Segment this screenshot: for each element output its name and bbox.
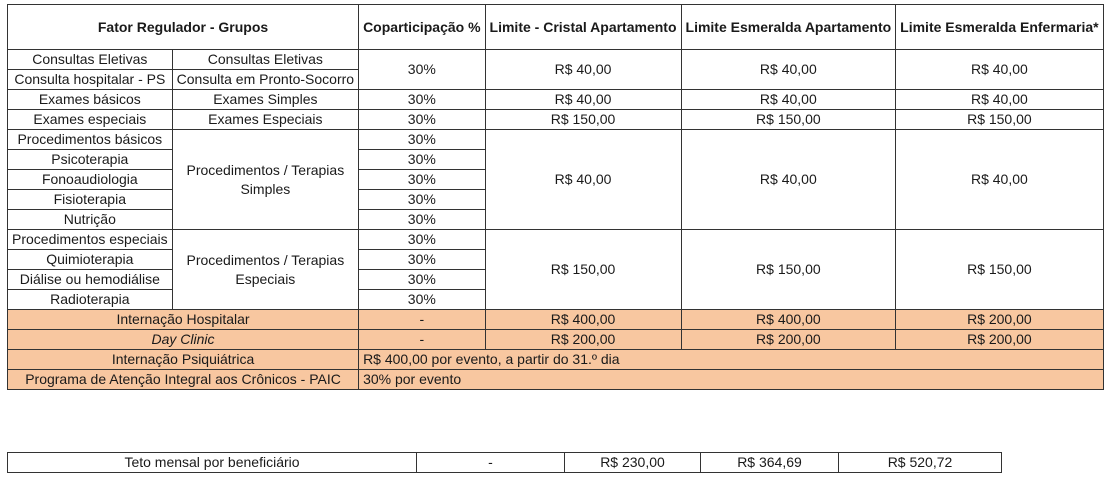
table-row [8, 110, 1104, 130]
fator-cell: Fonoaudiologia [8, 170, 173, 190]
psiquiatrica-value: R$ 400,00 por evento, a partir do 31.º dia [359, 350, 1104, 370]
fator-cell: Procedimentos especiais [8, 230, 173, 250]
header-esmeralda-apt: Limite Esmeralda Apartamento [681, 5, 896, 50]
teto-label: Teto mensal por beneficiário [8, 453, 417, 473]
copart-cell: 30% [359, 210, 485, 230]
esm-apt-cell: R$ 40,00 [681, 50, 896, 90]
teto-esm-apt: R$ 364,69 [701, 453, 839, 473]
fator-cell: Quimioterapia [8, 250, 173, 270]
internacao-label: Internação Hospitalar [8, 310, 359, 330]
cristal-cell: R$ 150,00 [485, 230, 681, 310]
fator-cell: Consultas Eletivas [8, 50, 173, 70]
coparticipation-table [7, 4, 1104, 390]
coparticipation-table-container [7, 4, 1104, 390]
copart-cell: 30% [359, 170, 485, 190]
paic-value: 30% por evento [359, 370, 1104, 390]
esm-apt-cell: R$ 400,00 [681, 310, 896, 330]
copart-cell: 30% [359, 130, 485, 150]
fator-cell: Nutrição [8, 210, 173, 230]
grupo-cell: Procedimentos / Terapias Simples [172, 130, 358, 230]
table-row [8, 90, 1104, 110]
teto-row [8, 453, 1002, 473]
esm-enf-cell: R$ 40,00 [896, 130, 1103, 230]
grupo-cell: Exames Simples [172, 90, 358, 110]
copart-cell: 30% [359, 110, 485, 130]
teto-cristal: R$ 230,00 [565, 453, 701, 473]
table-row-paic [8, 370, 1104, 390]
grupo-cell: Consultas Eletivas [172, 50, 358, 70]
esm-enf-cell: R$ 150,00 [896, 230, 1103, 310]
day-clinic-label: Day Clinic [8, 330, 359, 350]
copart-cell: 30% [359, 190, 485, 210]
psiquiatrica-label: Internação Psiquiátrica [8, 350, 359, 370]
cristal-cell: R$ 40,00 [485, 130, 681, 230]
header-group: Fator Regulador - Grupos [8, 5, 359, 50]
fator-cell: Exames básicos [8, 90, 173, 110]
header-row [8, 5, 1104, 50]
table-row [8, 130, 1104, 150]
esm-apt-cell: R$ 150,00 [681, 230, 896, 310]
esm-enf-cell: R$ 200,00 [896, 310, 1103, 330]
esm-enf-cell: R$ 40,00 [896, 50, 1103, 90]
esm-enf-cell: R$ 40,00 [896, 90, 1103, 110]
esm-apt-cell: R$ 40,00 [681, 90, 896, 110]
teto-copart: - [417, 453, 565, 473]
esm-enf-cell: R$ 200,00 [896, 330, 1103, 350]
copart-cell: 30% [359, 290, 485, 310]
paic-label: Programa de Atenção Integral aos Crônicos - PAIC [8, 370, 359, 390]
fator-cell: Exames especiais [8, 110, 173, 130]
esm-apt-cell: R$ 200,00 [681, 330, 896, 350]
copart-cell: - [359, 310, 485, 330]
copart-cell: - [359, 330, 485, 350]
cristal-cell: R$ 200,00 [485, 330, 681, 350]
header-copart: Coparticipação % [359, 5, 485, 50]
teto-esm-enf: R$ 520,72 [839, 453, 1002, 473]
header-cristal: Limite - Cristal Apartamento [485, 5, 681, 50]
grupo-cell: Exames Especiais [172, 110, 358, 130]
header-esmeralda-enf: Limite Esmeralda Enfermaria* [896, 5, 1103, 50]
esm-enf-cell: R$ 150,00 [896, 110, 1103, 130]
table-row-day-clinic [8, 330, 1104, 350]
copart-cell: 30% [359, 230, 485, 250]
teto-table [7, 452, 1002, 473]
cristal-cell: R$ 40,00 [485, 90, 681, 110]
fator-cell: Radioterapia [8, 290, 173, 310]
fator-cell: Diálise ou hemodiálise [8, 270, 173, 290]
cristal-cell: R$ 400,00 [485, 310, 681, 330]
esm-apt-cell: R$ 150,00 [681, 110, 896, 130]
esm-apt-cell: R$ 40,00 [681, 130, 896, 230]
table-row [8, 50, 1104, 70]
fator-cell: Procedimentos básicos [8, 130, 173, 150]
cristal-cell: R$ 150,00 [485, 110, 681, 130]
fator-cell: Psicoterapia [8, 150, 173, 170]
table-row-internacao [8, 310, 1104, 330]
teto-table-container [7, 452, 1002, 473]
copart-cell: 30% [359, 50, 485, 90]
copart-cell: 30% [359, 150, 485, 170]
table-row-psiquiatrica [8, 350, 1104, 370]
copart-cell: 30% [359, 90, 485, 110]
copart-cell: 30% [359, 250, 485, 270]
cristal-cell: R$ 40,00 [485, 50, 681, 90]
grupo-cell: Consulta em Pronto-Socorro [172, 70, 358, 90]
fator-cell: Fisioterapia [8, 190, 173, 210]
copart-cell: 30% [359, 270, 485, 290]
table-row [8, 230, 1104, 250]
grupo-cell: Procedimentos / Terapias Especiais [172, 230, 358, 310]
fator-cell: Consulta hospitalar - PS [8, 70, 173, 90]
